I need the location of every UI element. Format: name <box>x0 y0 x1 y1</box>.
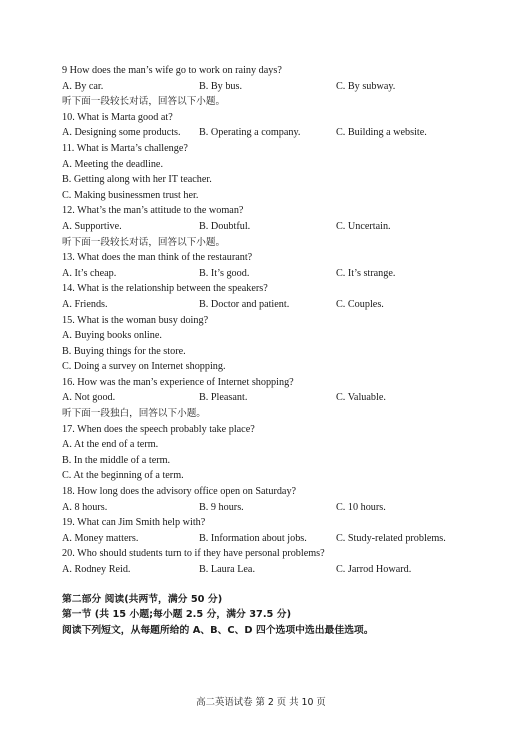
options-row <box>62 390 482 406</box>
option-b: B. 9 hours. <box>199 501 244 513</box>
question-text: 10. What is Marta good at? <box>62 111 173 123</box>
option-c: C. 10 hours. <box>336 501 386 513</box>
question-text: 15. What is the woman busy doing? <box>62 314 209 326</box>
option-b: B. It’s good. <box>199 267 250 279</box>
instruction-line: 听下面一段独白，回答以下小题。 <box>62 408 206 420</box>
option-c: C. It’s strange. <box>336 267 396 279</box>
options-row <box>62 79 482 95</box>
option-c: C. Making businessmen trust her. <box>62 189 199 201</box>
options-row <box>62 125 482 141</box>
question-text: 13. What does the man think of the restaurant? <box>62 252 253 264</box>
option-c: C. Study-related problems. <box>336 532 446 544</box>
options-row <box>62 297 482 313</box>
option-a: A. By car. <box>62 80 104 92</box>
option-a: A. Designing some products. <box>62 127 181 139</box>
option-b: B. Operating a company. <box>199 127 301 139</box>
options-row <box>62 562 482 578</box>
option-c: C. Couples. <box>336 298 384 310</box>
question-text: 17. When does the speech probably take place? <box>62 423 255 435</box>
option-b: B. In the middle of a term. <box>62 454 171 466</box>
option-c: C. Uncertain. <box>336 220 391 232</box>
question-text: 12. What’s the man’s attitude to the woman? <box>62 205 244 217</box>
option-b: B. Doubtful. <box>199 220 251 232</box>
part2-instruction: 阅读下列短文，从每题所给的 A、B、C、D 四个选项中选出最佳选项。 <box>62 624 374 636</box>
option-c: C. At the beginning of a term. <box>62 470 184 482</box>
question-text: 9 How does the man’s wife go to work on rainy days? <box>62 65 282 76</box>
option-a: A. Supportive. <box>62 220 122 232</box>
question-text: 20. Who should students turn to if they have personal problems? <box>62 548 325 560</box>
instruction-line: 听下面一段较长对话，回答以下小题。 <box>62 96 226 108</box>
instruction-line: 听下面一段较长对话，回答以下小题。 <box>62 236 226 248</box>
option-b: B. Getting along with her IT teacher. <box>62 174 212 186</box>
options-row <box>62 531 482 547</box>
options-row <box>62 266 482 282</box>
options-row <box>62 219 482 235</box>
listening-questions <box>62 63 482 578</box>
option-c: C. Building a website. <box>336 127 427 139</box>
options-row <box>62 500 482 516</box>
option-b: B. Buying things for the store. <box>62 345 186 357</box>
question-text: 16. How was the man’s experience of Internet shopping? <box>62 376 294 388</box>
option-a: A. Rodney Reid. <box>62 564 131 575</box>
option-b: B. Doctor and patient. <box>199 298 290 310</box>
option-a: A. Money matters. <box>62 532 139 544</box>
option-a: A. Friends. <box>62 298 108 310</box>
option-c: C. Doing a survey on Internet shopping. <box>62 361 226 373</box>
option-b: B. Information about jobs. <box>199 532 307 544</box>
option-a: A. It’s cheap. <box>62 267 117 279</box>
question-text: 11. What is Marta’s challenge? <box>62 142 188 154</box>
question-text: 19. What can Jim Smith help with? <box>62 517 206 529</box>
option-b: B. Pleasant. <box>199 392 248 404</box>
option-c: C. Valuable. <box>336 392 386 404</box>
option-a: A. At the end of a term. <box>62 439 159 451</box>
part2-heading: 第二部分 阅读(共两节，满分 50 分) <box>62 593 223 605</box>
option-a: A. Buying books online. <box>62 330 162 342</box>
option-c: C. Jarrod Howard. <box>336 564 412 575</box>
exam-page <box>62 63 482 638</box>
part2-section-heading: 第一节 (共 15 小题;每小题 2.5 分，满分 37.5 分) <box>62 609 292 621</box>
question-text: 18. How long does the advisory office open on Saturday? <box>62 486 297 498</box>
page-footer: 高二英语试卷 第 2 页 共 10 页 <box>196 697 326 708</box>
question-text: 14. What is the relationship between the speakers? <box>62 283 268 295</box>
option-b: B. By bus. <box>199 80 243 92</box>
option-a: A. Meeting the deadline. <box>62 158 163 170</box>
option-b: B. Laura Lea. <box>199 564 256 575</box>
option-a: A. 8 hours. <box>62 501 108 513</box>
option-a: A. Not good. <box>62 392 116 404</box>
option-c: C. By subway. <box>336 80 396 92</box>
